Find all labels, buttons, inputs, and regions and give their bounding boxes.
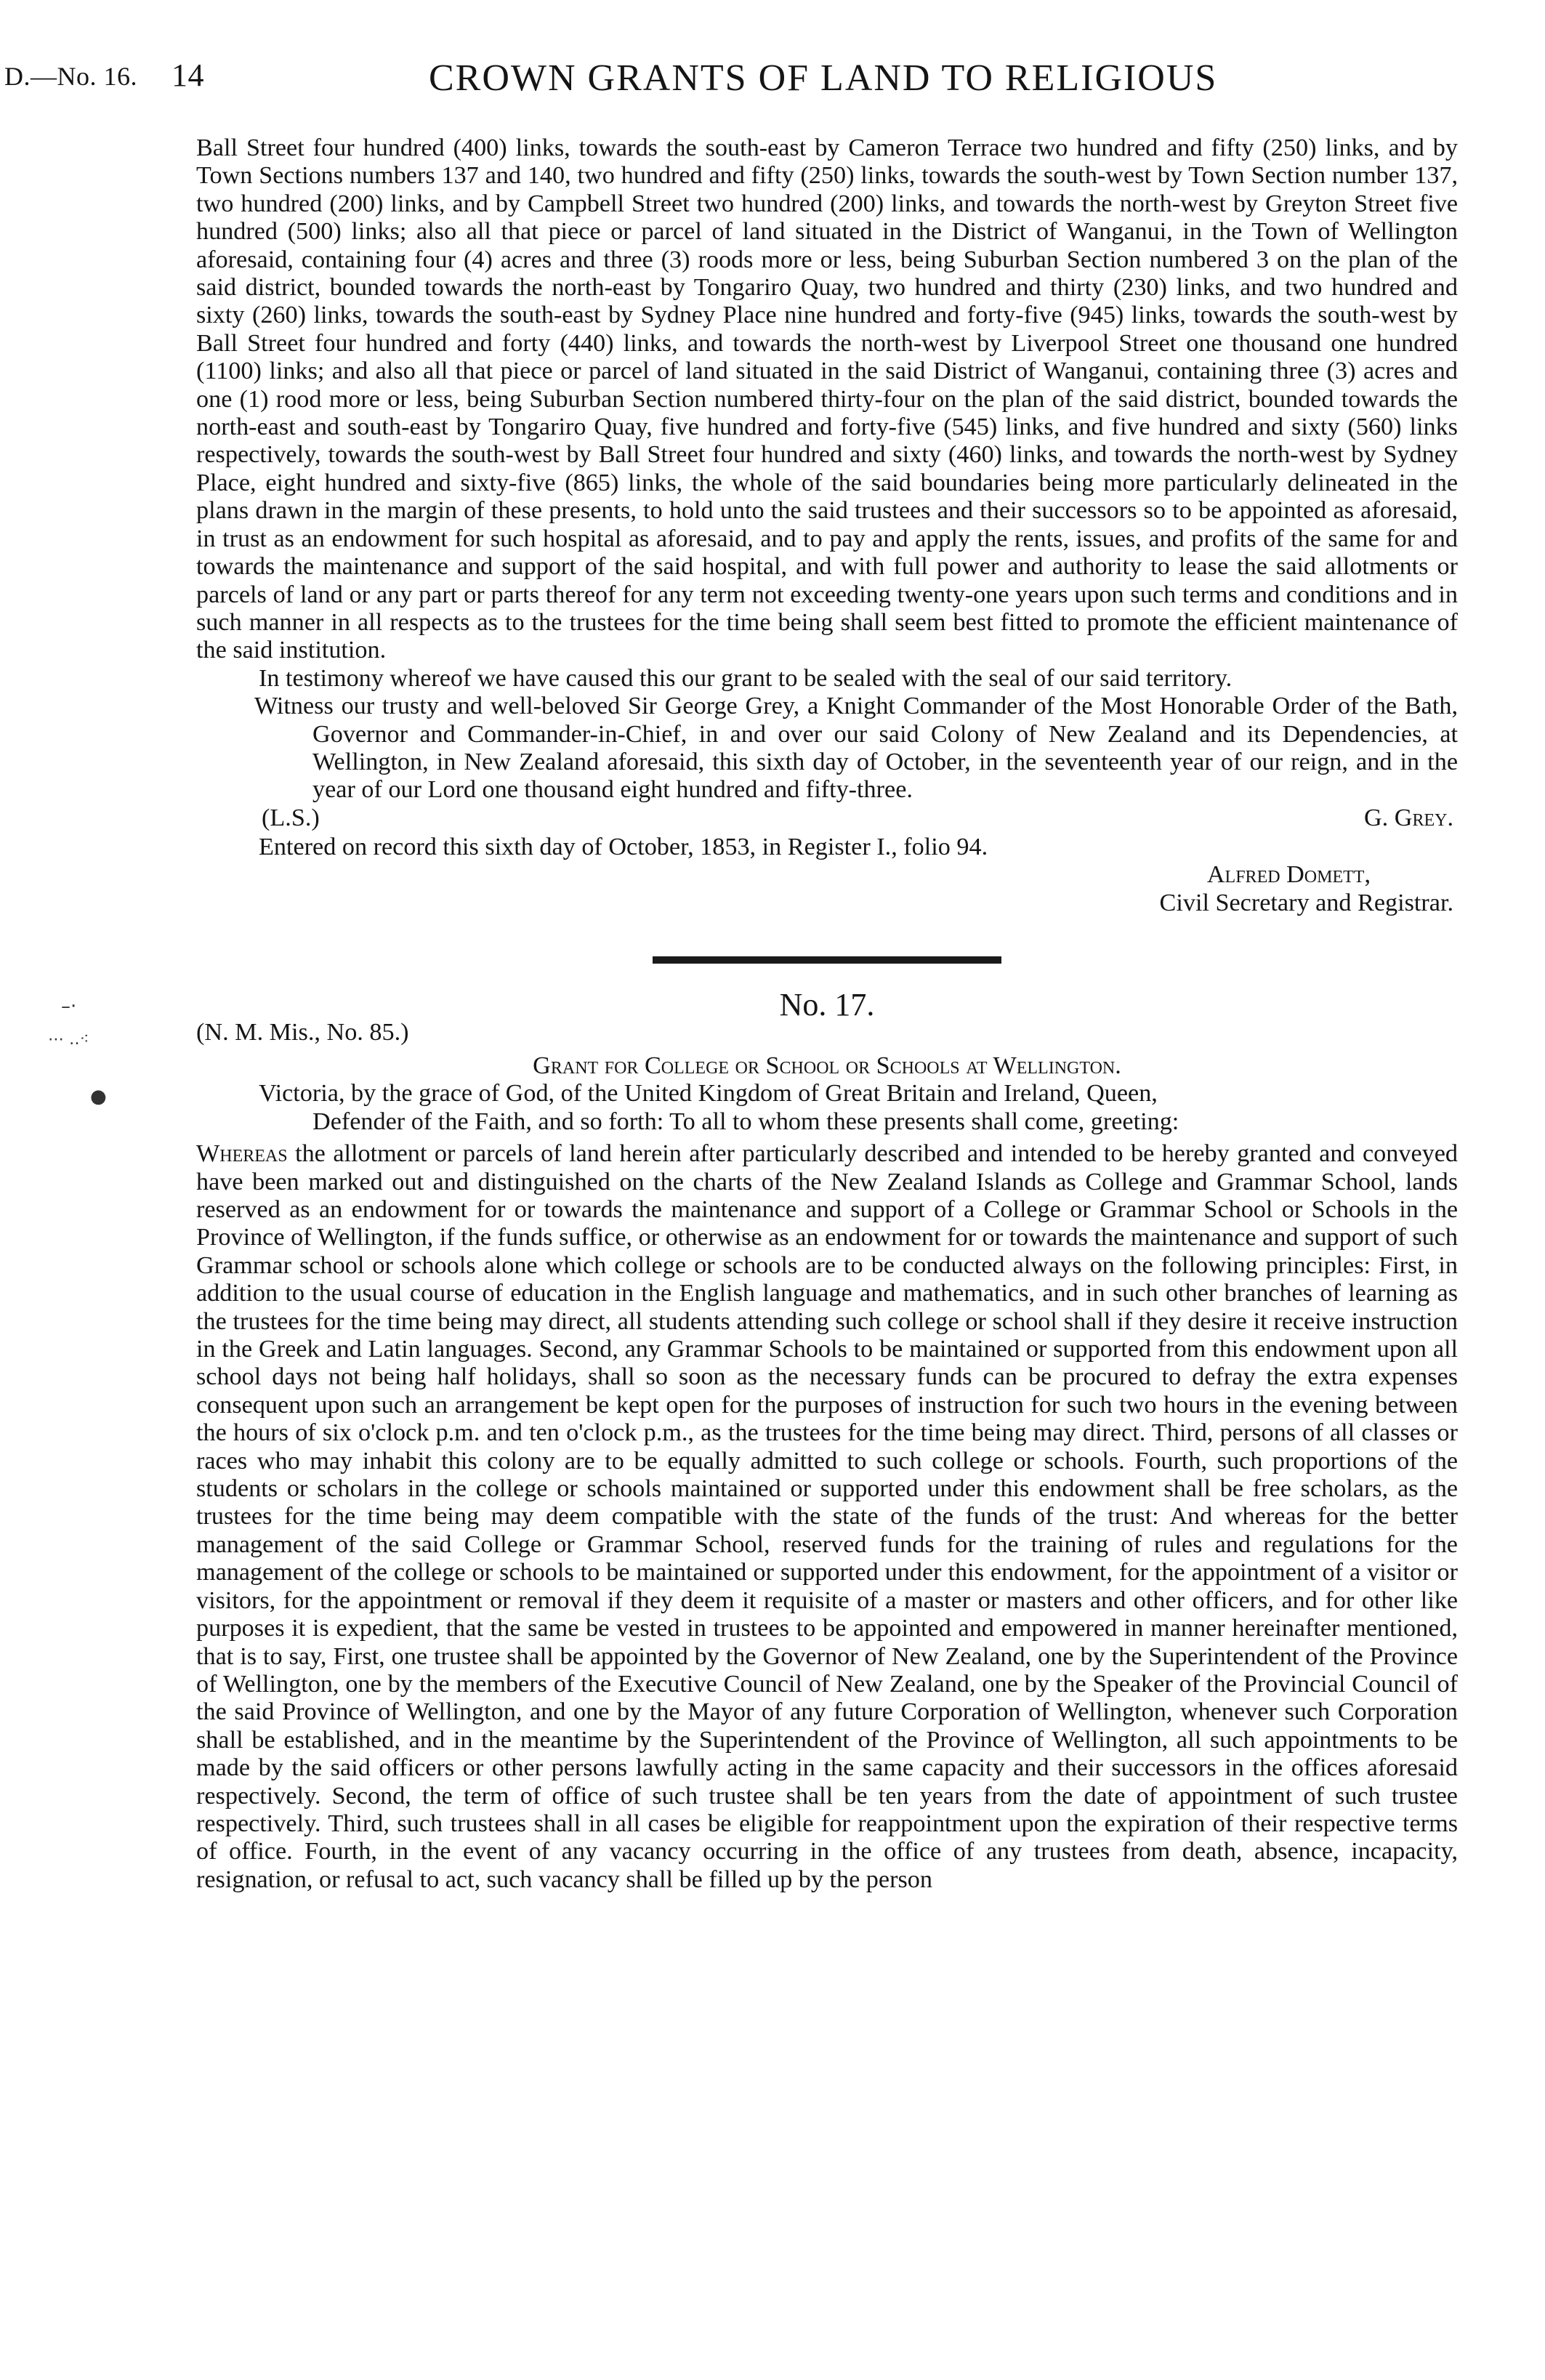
page-title: CROWN GRANTS OF LAND TO RELIGIOUS	[429, 57, 1218, 99]
margin-dash-mark: –·	[61, 996, 77, 1017]
victoria-line-2: Defender of the Faith, and so forth: To all to whom these presents shall come, greeting:	[312, 1108, 1179, 1135]
grant-number: No. 17.	[779, 986, 875, 1022]
grant17-number-row	[196, 978, 1458, 1049]
whereas-paragraph	[196, 1140, 1458, 1894]
seal-mark: (L.S.)	[262, 804, 320, 831]
page-number: 14	[172, 57, 204, 93]
grant17-heading: Grant for College or School or Schools at Wellington.	[533, 1052, 1121, 1079]
seal-signature-row	[196, 804, 1458, 834]
grant-reference: (N. M. Mis., No. 85.)	[196, 1018, 409, 1046]
registrar-title: Civil Secretary and Registrar.	[1159, 889, 1453, 916]
testimony-clause: In testimony whereof we have caused this our grant to be sealed with the seal of our said territory.	[259, 664, 1233, 692]
whereas-text: the allotment or parcels of land herein after particularly described and intended to be hereby granted and conveyed have been marked out and distinguished on the charts of the New Zealand Islands as College and Grammar School, lands reserved as an endowment for or towards the maintenance and support of a College or Grammar School or Schools in the Province of Wellington, if the funds suffice, or otherwise as an endowment for or towards the maintenance and support of such Grammar school or schools alone which college or schools are to be conducted always on the following principles: First, in addition to the usual course of education in the English language and mathematics, and in such other branches of learning as the trustees for the time being may direct, all students attending such college or school shall if they desire it receive instruction in the Greek and Latin languages. Second, any Grammar Schools to be maintained or supported from this endowment upon all school days not being half holidays, shall so soon as the necessary funds can be procured to defray the extra expenses consequent upon such an arrangement be kept open for the purposes of instruction for such two hours in the evening between the hours of six o'clock p.m. and ten o'clock p.m., as the trustees for the time being may direct. Third, persons of all classes or races who may inhabit this colony are to be equally admitted to such college or schools. Fourth, such proportions of the students or scholars in the college or schools maintained or supported under this endowment shall be free scholars, as the trustees for the time being may deem compatible with the state of the funds of the trust: And whereas for the better management of the said College or Grammar School, reserved funds for the training of rules and regulations for the management of the college or schools to be maintained or supported under this endowment, for the appointment of a visitor or visitors, for the appointment or removal if they deem it requisite of a master or masters and other officers, and for other like purposes it is expedient, that the same be vested in trustees to be appointed and empowered in manner hereinafter mentioned, that is to say, First, one trustee shall be appointed by the Governor of New Zealand, one by the Superintendent of the Province of Wellington, one by the members of the Executive Council of New Zealand, one by the Speaker of the Provincial Council of the said Province of Wellington, and one by the Mayor of any future Corporation of Wellington, whenever such Corporation shall be established, and in the meantime by the Superintendent of the Province of Wellington, all such appointments to be made by the said officers or other persons lawfully acting in the same capacity and their successors in the offices aforesaid respectively. Second, the term of office of such trustee shall be ten years from the date of appointment of such trustee respectively. Third, such trustees shall in all cases be eligible for reappointment upon the expiration of their respective terms of office. Fourth, in the event of any vacancy occurring in the office of any trustees from death, absence, incapacity, resignation, or refusal to act, such vacancy shall be filled up by the person	[196, 1140, 1458, 1893]
entered-on-record: Entered on record this sixth day of October, 1853, in Register I., folio 94.	[259, 833, 988, 860]
margin-bullet-mark: ●	[90, 1086, 107, 1108]
page-header	[0, 57, 1545, 109]
grant16-boundaries-paragraph: Ball Street four hundred (400) links, towards the south-east by Cameron Terrace two hundred and fifty (250) links, and by Town Sections numbers 137 and 140, two hundred and fifty (250) links, towards the south-west by Town Section number 137, two hundred (200) links, and by Campbell Street two hundred (200) links, and towards the north-west by Greyton Street five hundred (500) links; also all that piece or parcel of land situated in the District of Wanganui, in the Town of Wellington aforesaid, containing four (4) acres and three (3) roods more or less, being Suburban Section numbered 3 on the plan of the said district, bounded towards the north-east by Tongariro Quay, two hundred and thirty (230) links, and two hundred and sixty (260) links, towards the south-east by Sydney Place nine hundred and forty-five (945) links, towards the south-west by Ball Street four hundred and forty (440) links, and towards the north-west by Liverpool Street one thousand one hundred (1100) links; and also all that piece or parcel of land situated in the said District of Wanganui, containing three (3) acres and one (1) rood more or less, being Suburban Section numbered thirty-four on the plan of the said district, bounded towards the north-east and south-east by Tongariro Quay, five hundred and forty-five (545) links, and five hundred and sixty (560) links respectively, towards the south-west by Ball Street four hundred and sixty (460) links, and towards the north-west by Sydney Place, eight hundred and sixty-five (865) links, the whole of the said boundaries being more particularly delineated in the plans drawn in the margin of these presents, to hold unto the said trustees and their successors so to be appointed as aforesaid, in trust as an endowment for such hospital as aforesaid, and to pay and apply the rents, issues, and profits of the same for and towards the maintenance and support of the said hospital, and with full power and authority to lease the said allotments or parcels of land or any part or parts thereof for any term not exceeding twenty-one years upon such terms and conditions and in such manner in all respects as to the trustees for the time being shall seem best fitted to promote the efficient maintenance of the said institution.	[196, 134, 1458, 664]
witness-clause: Witness our trusty and well-beloved Sir George Grey, a Knight Commander of the Most Honorable Order of the Bath, Governor and Commander-in-Chief, in and over our said Colony of New Zealand and its Dependencies, at Wellington, in New Zealand aforesaid, this sixth day of October, in the seventeenth year of our reign, and in the year of our Lord one thousand eight hundred and fifty-three.	[254, 693, 1458, 804]
whereas-lead: Whereas	[196, 1140, 288, 1168]
victoria-line-1: Victoria, by the grace of God, of the United Kingdom of Great Britain and Ireland, Queen,	[259, 1080, 1158, 1108]
governor-signature: G. Grey.	[1363, 804, 1453, 831]
registrar-name: Alfred Domett,	[1206, 861, 1371, 889]
margin-scribble-mark: ⋯ ‥⁖	[48, 1030, 89, 1049]
document-reference: D.—No. 16.	[4, 62, 137, 91]
section-divider-rule	[653, 956, 1001, 964]
document-body	[196, 134, 1458, 1894]
